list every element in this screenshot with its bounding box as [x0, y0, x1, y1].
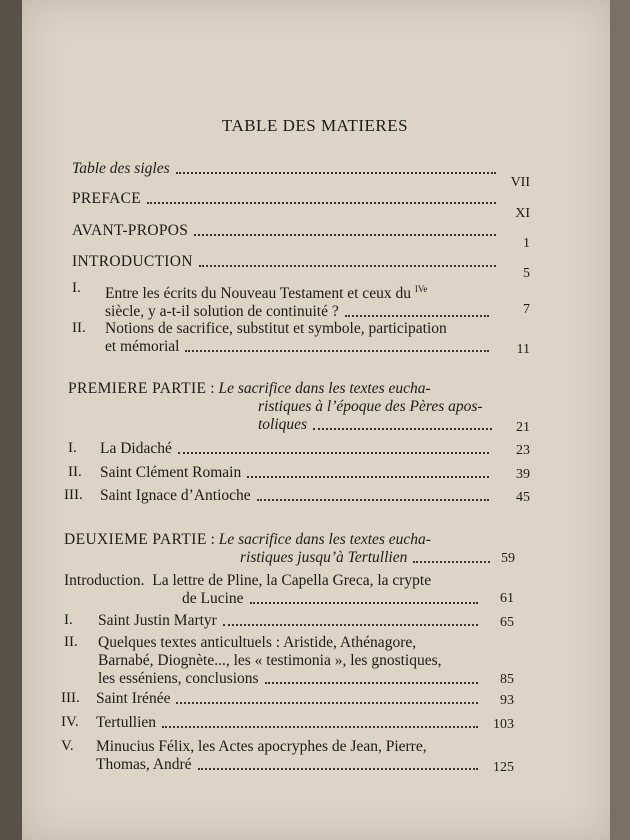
toc-line: ristiques jusqu’à Tertullien — [240, 549, 408, 566]
separator: : — [210, 531, 215, 548]
leader-dots — [265, 682, 478, 684]
toc-label: AVANT-PROPOS — [72, 222, 189, 239]
toc-label: Introduction. — [64, 572, 145, 589]
page-number: 125 — [493, 760, 514, 775]
leader-dots — [147, 202, 496, 204]
toc-entry-minucius — [96, 738, 484, 774]
roman-numeral: III. — [61, 690, 80, 706]
toc-line: ristiques à l’époque des Pères apos- — [258, 398, 483, 415]
toc-label: Saint Clément Romain — [100, 464, 242, 481]
toc-line: Le sacrifice dans les textes eucha- — [218, 380, 431, 397]
leader-dots — [250, 602, 478, 604]
toc-part-2 — [64, 531, 496, 567]
page-number: 45 — [516, 490, 530, 505]
toc-line: Barnabé, Diognète..., les « testimonia », les gnostiques, — [98, 652, 442, 669]
toc-part-1 — [68, 380, 498, 434]
roman-numeral: I. — [68, 440, 77, 456]
leader-dots — [223, 624, 478, 626]
toc-label: PREFACE — [72, 190, 141, 207]
toc-entry-p2-introduction — [64, 572, 484, 608]
part-heading: PREMIERE PARTIE — [68, 380, 207, 397]
leader-dots — [176, 172, 496, 174]
toc-label: Saint Irénée — [96, 690, 171, 707]
toc-entry-intro-2 — [105, 320, 495, 356]
roman-numeral: II. — [64, 634, 78, 650]
page-number: 11 — [516, 342, 530, 357]
separator: : — [210, 380, 215, 397]
page-number: 1 — [523, 236, 530, 251]
roman-numeral: V. — [61, 738, 74, 754]
toc-line: toliques — [258, 416, 308, 433]
page-number: 21 — [516, 420, 530, 435]
page-number: VII — [510, 175, 530, 190]
toc-entry-intro-1 — [105, 280, 495, 321]
leader-dots — [247, 476, 489, 478]
toc-entry-anticultuels — [98, 634, 484, 688]
toc-entry-didache — [100, 440, 495, 458]
leader-dots — [198, 768, 478, 770]
toc-entry-justin — [98, 612, 484, 630]
toc-line: Minucius Félix, les Actes apocryphes de Jean, Pierre, — [96, 738, 427, 755]
toc-entry-avant-propos — [72, 222, 502, 240]
leader-dots — [313, 428, 492, 430]
page-number: 59 — [501, 551, 515, 566]
page-number: 61 — [500, 591, 514, 606]
page-title: TABLE DES MATIERES — [221, 116, 409, 135]
toc-line: Thomas, André — [96, 756, 192, 773]
toc-label: INTRODUCTION — [72, 253, 193, 270]
leader-dots — [194, 234, 496, 236]
roman-numeral: II. — [68, 464, 82, 480]
page-number: XI — [515, 206, 530, 221]
leader-dots — [345, 315, 489, 317]
roman-numeral: I. — [72, 280, 81, 296]
toc-label: Saint Ignace d’Antioche — [100, 487, 251, 504]
leader-dots — [162, 726, 478, 728]
toc-line: La lettre de Pline, la Capella Greca, la crypte — [152, 572, 432, 589]
toc-line: Notions de sacrifice, substitut et symbole, participation — [105, 320, 447, 337]
toc-entry-clement — [100, 464, 495, 482]
page-number: 85 — [500, 672, 514, 687]
toc-entry-sigles — [72, 160, 502, 178]
toc-label: Tertullien — [96, 714, 157, 731]
roman-numeral: I. — [64, 612, 73, 628]
toc-line: les esséniens, conclusions — [98, 670, 259, 687]
toc-line: de Lucine — [182, 590, 244, 607]
page-number: 5 — [523, 266, 530, 281]
toc-label: La Didaché — [100, 440, 172, 457]
roman-numeral: III. — [64, 487, 83, 503]
toc-label: Saint Justin Martyr — [98, 612, 217, 629]
toc-line: Quelques textes anticultuels : Aristide, Athénagore, — [98, 634, 417, 651]
toc-entry-introduction — [72, 253, 502, 271]
page-number: 7 — [523, 302, 530, 317]
leader-dots — [185, 350, 489, 352]
toc-line: Le sacrifice dans les textes eucha- — [218, 531, 431, 548]
toc-line: et mémorial — [105, 338, 180, 355]
leader-dots — [257, 499, 489, 501]
superscript: IVe — [414, 284, 428, 294]
toc-entry-irenee — [96, 690, 484, 708]
roman-numeral: IV. — [61, 714, 79, 730]
roman-numeral: II. — [72, 320, 86, 336]
toc-label: Table des sigles — [72, 160, 170, 177]
leader-dots — [176, 702, 478, 704]
page-number: 23 — [516, 443, 530, 458]
page-number: 103 — [493, 717, 514, 732]
toc-entry-tertullien — [96, 714, 484, 732]
leader-dots — [178, 452, 489, 454]
toc-line: siècle, y a-t-il solution de continuité ? — [105, 303, 339, 321]
toc-entry-ignace — [100, 487, 495, 505]
page-number: 65 — [500, 615, 514, 630]
part-heading: DEUXIEME PARTIE — [64, 531, 207, 548]
page-number: 39 — [516, 467, 530, 482]
toc-entry-preface — [72, 190, 502, 208]
leader-dots — [199, 265, 496, 267]
page-number: 93 — [500, 693, 514, 708]
toc-line: Entre les écrits du Nouveau Testament et ceux du — [105, 285, 411, 303]
